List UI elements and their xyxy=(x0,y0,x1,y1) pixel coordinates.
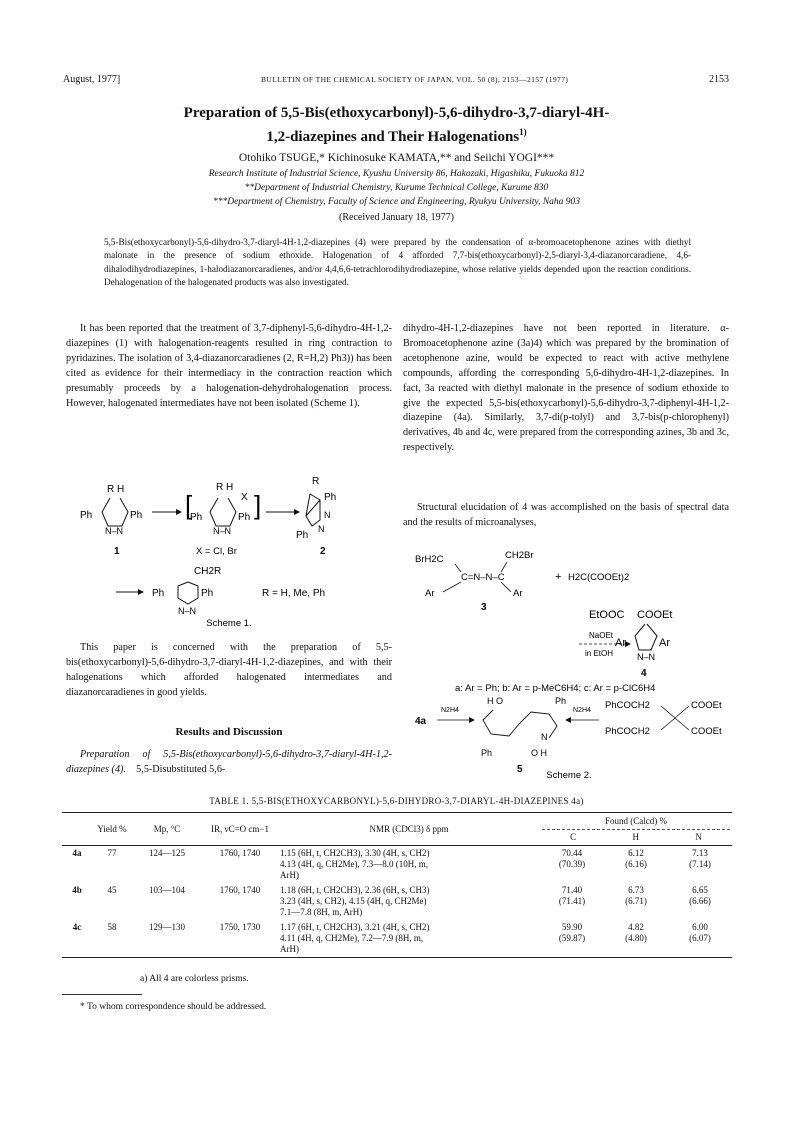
scheme1-2-ph-bottom: Ph xyxy=(296,530,309,541)
row-nmr: 1.17 (6H, t, CH2CH3), 3.21 (4H, s, CH2) 4.11 (4H, q, CH2Me), 7.2—7.9 (8H, m, ArH) xyxy=(278,920,540,958)
scheme1-ph-left: Ph xyxy=(80,510,93,521)
row-yield: 77 xyxy=(107,848,117,858)
header-ir: IR, νC=O cm−1 xyxy=(202,813,278,846)
row-c: 70.44 (70.39) xyxy=(558,848,586,869)
title-superscript: 1) xyxy=(519,127,527,137)
bracket-right: ] xyxy=(254,490,262,520)
scheme1-int-x: X xyxy=(241,492,248,503)
scheme-1-caption: Scheme 1. xyxy=(206,618,252,629)
scheme2-in-etoh: in EtOH xyxy=(585,649,614,658)
row-n: 6.65 (6.66) xyxy=(689,885,711,906)
row-h: 6.73 (6.71) xyxy=(625,885,647,906)
compound-2-structure xyxy=(296,476,336,557)
row-c: 59.90 (59.87) xyxy=(540,920,604,958)
subsection-paragraph xyxy=(66,748,392,778)
pyridazine-structure xyxy=(116,566,325,616)
scheme1-rh-label: R H xyxy=(107,484,125,495)
compound-1-label: 1 xyxy=(114,546,120,557)
right-paragraph-2: Structural elucidation of 4 was accomplished on the basis of spectral data and the results of microanalyses, xyxy=(403,502,729,528)
row-nmr: 1.18 (6H, t, CH2CH3), 2.36 (6H, s, CH3) 3.23 (4H, s, CH2), 4.15 (4H, q, CH2Me) 7.1—7.8 (8H, m, ArH) xyxy=(280,885,430,917)
scheme2-ch2br: CH2Br xyxy=(505,550,534,561)
scheme2-etooc: EtOOC xyxy=(589,609,625,621)
compound-3-structure xyxy=(415,550,534,613)
header-left: August, 1977] xyxy=(63,74,121,85)
bracket-left: [ xyxy=(185,490,193,520)
scheme2-phcoch2-bottom: PhCOCH2 xyxy=(605,726,650,737)
scheme2-azine: C=N–N–C xyxy=(461,572,505,583)
scheme2-n2h4-left: N2H4 xyxy=(441,707,459,714)
header-n: N xyxy=(695,832,702,842)
scheme2-5-oh: O H xyxy=(531,748,548,758)
row-nmr: 1.15 (6H, t, CH2CH3), 3.30 (4H, s, CH2) 4.13 (4H, q, CH2Me), 7.3—8.0 (10H, m, ArH) xyxy=(280,848,430,880)
subsection-text: 5,5-Disubstituted 5,6- xyxy=(136,763,226,775)
scheme1-int-ph-left: Ph xyxy=(190,512,203,523)
row-ir: 1750, 1730 xyxy=(202,920,278,958)
paper-scope-paragraph: This paper is concerned with the preparation of 5,5-bis(ethoxycarbonyl)-5,6-dihydro-3,7-diaryl-4H-1,2-diazepines, and with their halogenations which afforded halogenated intermediates and diazanorcaradienes in good yields. xyxy=(66,642,392,698)
row-label: 4b xyxy=(72,885,82,895)
scheme2-n2h4-right: N2H4 xyxy=(573,707,591,714)
row-h: 6.12 (6.16) xyxy=(625,848,647,869)
scheme1-pyr-ph-left: Ph xyxy=(152,588,165,599)
scheme1-pyr-nn: N–N xyxy=(178,606,197,616)
table-row xyxy=(62,883,732,920)
scheme2-5-ph-top: Ph xyxy=(555,696,567,706)
scheme2-4-ar-left: Ar xyxy=(615,637,626,649)
scheme2-cooet: COOEt xyxy=(637,609,673,621)
row-ir: 1760, 1740 xyxy=(219,848,261,858)
scheme2-plus: + xyxy=(555,571,562,583)
header-nmr: NMR (CDCl3) δ ppm xyxy=(278,813,540,846)
scheme2-cooet-bottom: COOEt xyxy=(691,726,722,737)
row-yield: 58 xyxy=(92,920,132,958)
row-mp: 129—130 xyxy=(132,920,202,958)
scheme2-5-n: N xyxy=(541,732,548,742)
header-mp: Mp, °C xyxy=(132,813,202,846)
scheme1-2-ph-top: Ph xyxy=(324,492,337,503)
correspondence-footnote: * To whom correspondence should be addressed. xyxy=(80,1002,267,1012)
header-h: H xyxy=(632,832,639,842)
affiliation-1: Research Institute of Industrial Science, Kyushu University 86, Hakozaki, Higashiku, Fukuoka 812 xyxy=(208,169,585,179)
affiliation-3: ***Department of Chemistry, Faculty of Science and Engineering, Ryukyu University, Naha 903 xyxy=(212,197,581,207)
row-h: 4.82 (4.80) xyxy=(604,920,668,958)
scheme2-ar-right: Ar xyxy=(513,588,523,599)
scheme2-naoet: NaOEt xyxy=(589,631,614,640)
row-mp: 124—125 xyxy=(149,848,185,858)
author-list: Otohiko TSUGE,* Kichinosuke KAMATA,** and Seiichi YOGI*** xyxy=(238,152,555,164)
compound-5-structure xyxy=(481,696,566,775)
scheme2-5-ph-bottom: Ph xyxy=(481,748,493,758)
scheme1-ph-right: Ph xyxy=(130,510,143,521)
scheme1-2-n1: N xyxy=(324,510,331,520)
page-number: 2153 xyxy=(708,74,729,85)
scheme1-int-ph-right: Ph xyxy=(238,512,251,523)
row-c: 71.40 (71.41) xyxy=(558,885,586,906)
footnote-divider xyxy=(62,994,142,995)
compound-4-label: 4 xyxy=(641,668,647,679)
table-row xyxy=(62,846,732,884)
scheme2-malonate: H2C(COOEt)2 xyxy=(568,572,630,583)
title-line-2: 1,2-diazepines and Their Halogenations xyxy=(266,129,520,145)
compound-1-structure xyxy=(80,484,142,557)
data-table xyxy=(62,812,732,958)
scheme2-ar-left: Ar xyxy=(425,588,435,599)
header-found xyxy=(540,813,732,846)
compound-3-label: 3 xyxy=(481,602,487,613)
scheme2-4-ar-right: Ar xyxy=(659,637,670,649)
scheme1-ch2r: CH2R xyxy=(194,566,222,577)
scheme2-4-nn: N–N xyxy=(637,652,656,662)
running-header xyxy=(63,74,729,85)
compound-4-structure xyxy=(615,624,670,679)
scheme1-int-rh: R H xyxy=(216,482,234,493)
row-yield: 45 xyxy=(107,885,117,895)
scheme1-int-nn: N–N xyxy=(213,526,232,536)
journal-citation: BULLETIN OF THE CHEMICAL SOCIETY OF JAPAN, VOL. 50 (8), 2153—2157 (1977) xyxy=(260,75,569,84)
scheme2-5-ho: H O xyxy=(487,696,504,706)
intro-paragraph: It has been reported that the treatment of 3,7-diphenyl-5,6-dihydro-4H-1,2-diazepines (1) with halogenation-reagents resulted in ring contraction to pyridazines. The isolation of 3,4-diazanorcaradienes (2, R=H,2) Ph3)) has been cited as evidence for their intermediacy in the contraction reaction which presumably proceeds by a halogenation-dehydrohalogenation process. However, halogenated intermediates have not been isolated (Scheme 1). xyxy=(66,323,392,409)
header-found-label: Found (Calcd) % xyxy=(605,816,667,826)
scheme1-nn-label: N–N xyxy=(105,526,124,536)
scheme1-pyr-ph-right: Ph xyxy=(201,588,214,599)
header-c: C xyxy=(570,832,577,842)
intermediate-structure xyxy=(185,482,261,557)
scheme-1-figure xyxy=(66,470,392,630)
right-paragraph-1: dihydro-4H-1,2-diazepines have not been reported in literature. α-Bromoacetophenone azine (3a)4) which was prepared by the bromination of acetophenone azine, would be expected to react with active methylene compounds, affording the corresponding 5,6-dihydro-4H-1,2-diazepines. In fact, 3a reacted with diethyl malonate in the presence of sodium ethoxide to give the expected 5,5-bis(ethoxycarbonyl)-5,6-dihydro-3,7-diphenyl-4H-1,2-diazepine (4a). Similarly, 3,7-di(p-tolyl) and 3,7-bis(p-chlorophenyl) derivatives, 4b and 4c, were prepared from the corresponding azines, 3b and 3c, respectively. xyxy=(403,323,729,454)
section-heading: Results and Discussion xyxy=(175,726,283,738)
scheme-2-figure xyxy=(403,544,743,782)
row-n: 7.13 (7.14) xyxy=(689,848,711,869)
row-mp: 103—104 xyxy=(149,885,185,895)
row-label: 4a xyxy=(72,848,82,858)
scheme2-phcoch2-top: PhCOCH2 xyxy=(605,700,650,711)
table-row xyxy=(62,920,732,958)
compound-5-label: 5 xyxy=(517,764,523,775)
table-footnote: a) All 4 are colorless prisms. xyxy=(140,974,249,984)
header-blank xyxy=(62,813,92,846)
abstract: 5,5-Bis(ethoxycarbonyl)-5,6-dihydro-3,7-diaryl-4H-1,2-diazepines (4) were prepared by the condensation of α-bromoacetophenone azines with diethyl malonate in the presence of sodium ethoxide. Halogenation of 4 afforded 7,7-bis(ethoxycarbonyl)-2,5-diaryl-3,4-diazanorcaradiene, 4,6-dihalodihydrodiazepines, 1-halodiazanorcaradienes, and/or 4,4,6,6-tetrachlorodihydrodiazepine, whose relative yields depended upon the reaction conditions. Dehalogenation of the halogenated products was also investigated. xyxy=(104,237,691,288)
table-caption: TABLE 1. 5,5-BIS(ETHOXYCARBONYL)-5,6-DIHYDRO-3,7-DIARYL-4H-DIAZEPINES 4a) xyxy=(209,796,584,806)
scheme2-4a-label: 4a xyxy=(415,716,427,727)
received-date: (Received January 18, 1977) xyxy=(339,212,454,223)
row-ir: 1760, 1740 xyxy=(219,885,261,895)
scheme1-r-definition: R = H, Me, Ph xyxy=(262,588,326,599)
scheme2-brh2c: BrH2C xyxy=(415,554,444,565)
affiliation-2: **Department of Industrial Chemistry, Kurume Technical College, Kurume 830 xyxy=(244,183,549,193)
scheme-2-caption: Scheme 2. xyxy=(546,770,592,781)
article-title xyxy=(90,104,703,147)
scheme2-aryl-definition: a: Ar = Ph; b: Ar = p-MeC6H4; c: Ar = p-ClC6H4 xyxy=(455,683,656,694)
row-n: 6.00 (6.07) xyxy=(668,920,732,958)
scheme1-2-n2: N xyxy=(318,524,325,534)
subsection-title: Preparation of 5,5-Bis(ethoxycarbonyl)-5,6-dihydro-3,7-diaryl-4H-1,2-diazepines (4). xyxy=(66,749,392,775)
title-line-1: Preparation of 5,5-Bis(ethoxycarbonyl)-5,6-dihydro-3,7-diaryl-4H- xyxy=(183,105,610,121)
compound-2-label: 2 xyxy=(320,546,326,557)
row-label: 4c xyxy=(62,920,92,958)
scheme2-cooet-top: COOEt xyxy=(691,700,722,711)
scheme1-x-definition: X = Cl, Br xyxy=(196,546,237,557)
header-yield: Yield % xyxy=(92,813,132,846)
scheme1-2-r: R xyxy=(312,476,320,487)
